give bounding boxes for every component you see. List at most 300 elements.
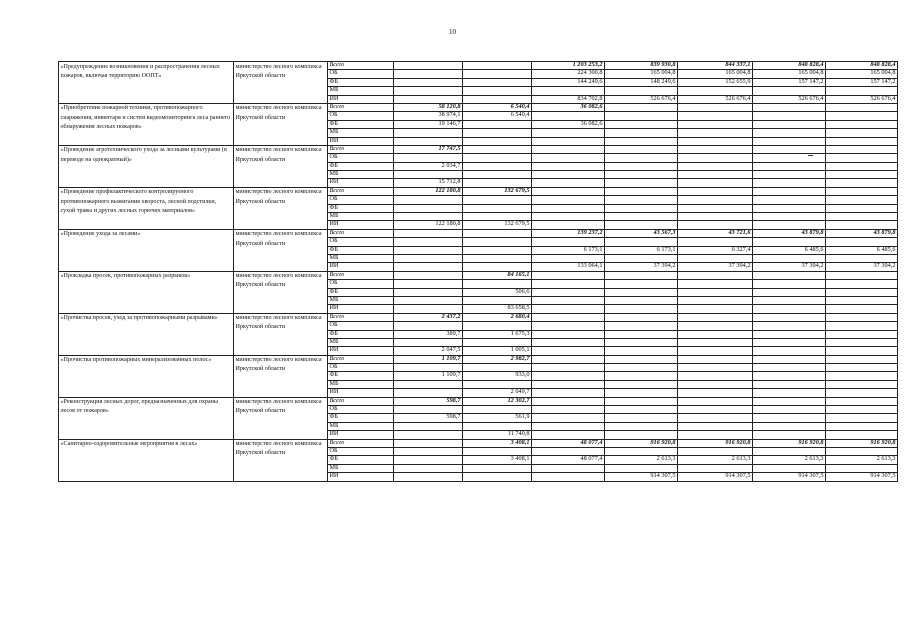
table-row xyxy=(59,103,898,111)
amount-cell xyxy=(463,162,532,170)
amount-cell xyxy=(678,322,753,330)
amount-cell xyxy=(463,380,532,388)
amount-cell: 152 655,9 xyxy=(678,78,753,86)
amount-cell: 144 249,6 xyxy=(532,78,605,86)
amount-cell xyxy=(394,137,463,145)
amount-cell: 36 082,6 xyxy=(532,103,605,111)
amount-cell: 2 437,2 xyxy=(394,313,463,321)
amount-cell: 165 004,8 xyxy=(605,70,678,78)
amount-cell xyxy=(605,213,678,221)
amount-cell xyxy=(678,154,753,162)
amount-cell: 2 982,7 xyxy=(463,355,532,363)
amount-cell xyxy=(463,213,532,221)
amount-cell xyxy=(463,62,532,70)
amount-cell xyxy=(678,414,753,422)
funding-source: МБ xyxy=(328,87,394,95)
funding-source: МБ xyxy=(328,380,394,388)
amount-cell: 2 613,3 xyxy=(753,456,826,464)
amount-cell xyxy=(532,464,605,472)
amount-cell: 3 408,1 xyxy=(463,456,532,464)
amount-cell xyxy=(826,129,898,137)
amount-cell xyxy=(678,380,753,388)
amount-cell xyxy=(532,380,605,388)
amount-cell xyxy=(678,129,753,137)
table-row xyxy=(59,62,898,70)
funding-source: МБ xyxy=(328,338,394,346)
executor-name: министерство лесного комплекса Иркутской области xyxy=(234,397,328,439)
amount-cell: 526 676,4 xyxy=(826,95,898,103)
measure-name: «Проведение ухода за лесами» xyxy=(59,229,234,271)
amount-cell xyxy=(826,254,898,262)
amount-cell xyxy=(532,87,605,95)
amount-cell xyxy=(753,271,826,279)
amount-cell xyxy=(826,431,898,439)
amount-cell xyxy=(463,447,532,455)
amount-cell xyxy=(605,305,678,313)
funding-source: МБ xyxy=(328,213,394,221)
amount-cell: 48 077,4 xyxy=(532,456,605,464)
amount-cell xyxy=(605,129,678,137)
amount-cell: 506,6 xyxy=(463,288,532,296)
amount-cell xyxy=(394,129,463,137)
measure-name: «Приобретение пожарной техники, противопожарного снаряжения, инвентаря и систем видеомониторинга леса раннего обнаружения лесных пожаров» xyxy=(59,103,234,145)
amount-cell xyxy=(678,347,753,355)
funding-source: ИИ xyxy=(328,347,394,355)
table-row xyxy=(59,271,898,279)
amount-cell xyxy=(753,372,826,380)
measure-name: «Прокладка просек, противопожарных разрывов» xyxy=(59,271,234,313)
amount-cell xyxy=(532,322,605,330)
amount-cell xyxy=(753,464,826,472)
amount-cell xyxy=(826,145,898,153)
amount-cell xyxy=(394,464,463,472)
amount-cell: 834 702,8 xyxy=(532,95,605,103)
amount-cell xyxy=(605,313,678,321)
amount-cell: 914 307,5 xyxy=(605,473,678,481)
amount-cell xyxy=(605,288,678,296)
amount-cell xyxy=(753,414,826,422)
amount-cell: 6 485,6 xyxy=(753,246,826,254)
amount-cell xyxy=(826,187,898,195)
amount-cell xyxy=(463,70,532,78)
amount-cell xyxy=(532,313,605,321)
amount-cell xyxy=(394,70,463,78)
funding-source: ОБ xyxy=(328,280,394,288)
amount-cell xyxy=(678,397,753,405)
amount-cell xyxy=(826,305,898,313)
table-row xyxy=(59,397,898,405)
funding-source: ОБ xyxy=(328,154,394,162)
amount-cell: 19 146,7 xyxy=(394,120,463,128)
amount-cell xyxy=(678,254,753,262)
amount-cell xyxy=(826,171,898,179)
amount-cell xyxy=(605,271,678,279)
amount-cell xyxy=(394,305,463,313)
amount-cell: 389,7 xyxy=(394,330,463,338)
amount-cell xyxy=(826,355,898,363)
amount-cell xyxy=(678,271,753,279)
amount-cell xyxy=(826,422,898,430)
executor-name: министерство лесного комплекса Иркутской области xyxy=(234,62,328,104)
amount-cell xyxy=(532,179,605,187)
amount-cell xyxy=(753,447,826,455)
funding-source: ФБ xyxy=(328,414,394,422)
amount-cell xyxy=(532,330,605,338)
amount-cell xyxy=(463,196,532,204)
amount-cell: 1 675,3 xyxy=(463,330,532,338)
amount-cell xyxy=(463,137,532,145)
amount-cell xyxy=(605,120,678,128)
amount-cell xyxy=(532,238,605,246)
amount-cell xyxy=(826,372,898,380)
amount-cell xyxy=(678,305,753,313)
amount-cell xyxy=(394,431,463,439)
amount-cell: 1 005,1 xyxy=(463,347,532,355)
funding-source: Всего xyxy=(328,187,394,195)
amount-cell: 133 064,1 xyxy=(532,263,605,271)
amount-cell xyxy=(826,296,898,304)
amount-cell xyxy=(532,397,605,405)
amount-cell xyxy=(394,271,463,279)
amount-cell xyxy=(605,447,678,455)
amount-cell xyxy=(532,196,605,204)
amount-cell xyxy=(605,389,678,397)
amount-cell: 38 974,1 xyxy=(394,112,463,120)
amount-cell: 2 034,7 xyxy=(394,162,463,170)
amount-cell xyxy=(826,87,898,95)
amount-cell: 933,0 xyxy=(463,372,532,380)
amount-cell: 36 082,6 xyxy=(532,120,605,128)
measure-name: «Прочистка просек, уход за противопожарными разрывами» xyxy=(59,313,234,355)
amount-cell xyxy=(826,221,898,229)
amount-cell xyxy=(532,355,605,363)
funding-source: ОБ xyxy=(328,112,394,120)
amount-cell xyxy=(678,355,753,363)
amount-cell xyxy=(826,313,898,321)
funding-source: ФБ xyxy=(328,330,394,338)
amount-cell xyxy=(605,221,678,229)
amount-cell xyxy=(678,112,753,120)
amount-cell xyxy=(826,322,898,330)
amount-cell xyxy=(394,238,463,246)
funding-source: ОБ xyxy=(328,447,394,455)
amount-cell xyxy=(394,78,463,86)
amount-cell xyxy=(394,338,463,346)
table-row xyxy=(59,355,898,363)
funding-source: ОБ xyxy=(328,406,394,414)
amount-cell: 43 567,3 xyxy=(605,229,678,237)
amount-cell: 148 249,6 xyxy=(605,78,678,86)
funding-source: ИИ xyxy=(328,221,394,229)
amount-cell xyxy=(753,171,826,179)
amount-cell xyxy=(678,87,753,95)
amount-cell xyxy=(532,372,605,380)
funding-source: МБ xyxy=(328,171,394,179)
amount-cell xyxy=(678,364,753,372)
amount-cell xyxy=(753,347,826,355)
amount-cell xyxy=(532,280,605,288)
amount-cell: 6 540,4 xyxy=(463,103,532,111)
amount-cell xyxy=(753,355,826,363)
amount-cell xyxy=(678,213,753,221)
amount-cell: 2 047,5 xyxy=(394,347,463,355)
amount-cell xyxy=(753,322,826,330)
amount-cell xyxy=(678,422,753,430)
amount-cell xyxy=(532,204,605,212)
funding-source: Всего xyxy=(328,439,394,447)
amount-cell xyxy=(605,196,678,204)
amount-cell: 12 302,7 xyxy=(463,397,532,405)
amount-cell: 84 165,1 xyxy=(463,271,532,279)
amount-cell: 224 300,8 xyxy=(532,70,605,78)
amount-cell xyxy=(463,179,532,187)
amount-cell xyxy=(463,120,532,128)
amount-cell xyxy=(394,456,463,464)
amount-cell xyxy=(678,372,753,380)
amount-cell xyxy=(532,271,605,279)
amount-cell xyxy=(826,330,898,338)
amount-cell xyxy=(532,288,605,296)
amount-cell: 37 394,2 xyxy=(753,263,826,271)
amount-cell: 48 077,4 xyxy=(532,439,605,447)
amount-cell xyxy=(394,439,463,447)
amount-cell xyxy=(678,280,753,288)
amount-cell xyxy=(826,196,898,204)
amount-cell xyxy=(826,271,898,279)
amount-cell xyxy=(605,162,678,170)
amount-cell: 916 920,8 xyxy=(605,439,678,447)
amount-cell: 37 394,2 xyxy=(826,263,898,271)
amount-cell xyxy=(678,313,753,321)
amount-cell xyxy=(532,254,605,262)
amount-cell: 526 676,4 xyxy=(753,95,826,103)
amount-cell: 526 676,4 xyxy=(605,95,678,103)
amount-cell xyxy=(826,364,898,372)
amount-cell xyxy=(753,87,826,95)
amount-cell xyxy=(463,263,532,271)
amount-cell xyxy=(605,254,678,262)
amount-cell xyxy=(394,171,463,179)
measure-name: «Санитарно-оздоровительные мероприятия в лесах» xyxy=(59,439,234,481)
amount-cell: 43 879,8 xyxy=(753,229,826,237)
amount-cell xyxy=(826,464,898,472)
funding-source: ИИ xyxy=(328,473,394,481)
amount-cell xyxy=(678,137,753,145)
amount-cell xyxy=(826,103,898,111)
amount-cell xyxy=(463,171,532,179)
amount-cell: 122 180,8 xyxy=(394,221,463,229)
amount-cell xyxy=(753,196,826,204)
funding-source: ФБ xyxy=(328,204,394,212)
amount-cell xyxy=(463,280,532,288)
amount-cell: 598,7 xyxy=(394,397,463,405)
amount-cell xyxy=(394,95,463,103)
budget-table xyxy=(58,61,898,482)
amount-cell xyxy=(532,112,605,120)
amount-cell xyxy=(394,364,463,372)
amount-cell xyxy=(394,87,463,95)
amount-cell xyxy=(394,213,463,221)
amount-cell xyxy=(394,254,463,262)
amount-cell xyxy=(826,120,898,128)
amount-cell xyxy=(826,380,898,388)
funding-source: ОБ xyxy=(328,322,394,330)
amount-cell xyxy=(394,196,463,204)
amount-cell xyxy=(678,338,753,346)
amount-cell xyxy=(826,447,898,455)
funding-source: ОБ xyxy=(328,364,394,372)
funding-source: ОБ xyxy=(328,70,394,78)
amount-cell xyxy=(532,129,605,137)
amount-cell: 83 658,5 xyxy=(463,305,532,313)
amount-cell: 58 120,8 xyxy=(394,103,463,111)
funding-source: ФБ xyxy=(328,78,394,86)
amount-cell xyxy=(394,62,463,70)
amount-cell xyxy=(826,213,898,221)
amount-cell: 165 004,8 xyxy=(678,70,753,78)
amount-cell xyxy=(678,221,753,229)
amount-cell xyxy=(532,414,605,422)
amount-cell xyxy=(753,431,826,439)
amount-cell xyxy=(605,414,678,422)
amount-cell xyxy=(753,397,826,405)
amount-cell: 6 327,4 xyxy=(678,246,753,254)
measure-name: «Проведение профилактического контролируемого противопожарного выжигания хвороста, лесной подстилки, сухой травы и других лесных горючих материалов» xyxy=(59,187,234,229)
amount-cell xyxy=(753,305,826,313)
amount-cell xyxy=(532,187,605,195)
amount-cell xyxy=(753,221,826,229)
amount-cell: 2 049,7 xyxy=(463,389,532,397)
amount-cell xyxy=(753,313,826,321)
amount-cell xyxy=(826,406,898,414)
amount-cell xyxy=(826,204,898,212)
measure-name: «Реконструкция лесных дорог, предназначенных для охраны лесов от пожаров» xyxy=(59,397,234,439)
amount-cell xyxy=(463,338,532,346)
amount-cell: 839 930,8 xyxy=(605,62,678,70)
funding-source: МБ xyxy=(328,422,394,430)
executor-name: министерство лесного комплекса Иркутской области xyxy=(234,229,328,271)
table-row xyxy=(59,229,898,237)
amount-cell: 561,9 xyxy=(463,414,532,422)
amount-cell xyxy=(753,296,826,304)
amount-cell xyxy=(753,103,826,111)
amount-cell: 17 747,5 xyxy=(394,145,463,153)
amount-cell xyxy=(753,254,826,262)
amount-cell xyxy=(605,179,678,187)
amount-cell: 157 147,2 xyxy=(753,78,826,86)
amount-cell xyxy=(753,162,826,170)
amount-cell: 122 180,8 xyxy=(394,187,463,195)
amount-cell xyxy=(678,103,753,111)
table-row xyxy=(59,187,898,195)
amount-cell xyxy=(605,145,678,153)
amount-cell: 6 173,1 xyxy=(605,246,678,254)
amount-cell xyxy=(605,112,678,120)
funding-source: ИИ xyxy=(328,431,394,439)
amount-cell xyxy=(753,238,826,246)
amount-cell xyxy=(394,473,463,481)
amount-cell xyxy=(605,330,678,338)
amount-cell xyxy=(753,154,826,162)
amount-cell: 157 147,2 xyxy=(826,78,898,86)
amount-cell xyxy=(678,431,753,439)
amount-cell: 526 676,4 xyxy=(678,95,753,103)
funding-source: Всего xyxy=(328,271,394,279)
amount-cell xyxy=(605,103,678,111)
amount-cell xyxy=(532,338,605,346)
amount-cell xyxy=(605,322,678,330)
amount-cell xyxy=(753,288,826,296)
amount-cell xyxy=(463,154,532,162)
amount-cell: 132 679,5 xyxy=(463,187,532,195)
amount-cell xyxy=(463,204,532,212)
amount-cell xyxy=(394,263,463,271)
amount-cell: 6 540,4 xyxy=(463,112,532,120)
amount-cell xyxy=(753,330,826,338)
amount-cell xyxy=(463,246,532,254)
amount-cell xyxy=(678,330,753,338)
funding-source: Всего xyxy=(328,355,394,363)
amount-cell xyxy=(678,162,753,170)
amount-cell xyxy=(532,305,605,313)
amount-cell xyxy=(394,246,463,254)
amount-cell xyxy=(678,464,753,472)
executor-name: министерство лесного комплекса Иркутской области xyxy=(234,145,328,187)
amount-cell xyxy=(826,397,898,405)
amount-cell xyxy=(463,78,532,86)
amount-cell xyxy=(463,229,532,237)
funding-source: ФБ xyxy=(328,162,394,170)
amount-cell xyxy=(753,187,826,195)
amount-cell xyxy=(605,364,678,372)
amount-cell xyxy=(753,280,826,288)
amount-cell xyxy=(532,406,605,414)
amount-cell xyxy=(605,338,678,346)
amount-cell xyxy=(826,238,898,246)
amount-cell: 848 828,4 xyxy=(753,62,826,70)
amount-cell: 139 237,2 xyxy=(532,229,605,237)
funding-source: Всего xyxy=(328,145,394,153)
amount-cell: 914 307,5 xyxy=(753,473,826,481)
amount-cell xyxy=(678,406,753,414)
amount-cell xyxy=(532,389,605,397)
funding-source: ИИ xyxy=(328,137,394,145)
amount-cell xyxy=(463,95,532,103)
funding-source: ОБ xyxy=(328,238,394,246)
amount-cell: 43 879,8 xyxy=(826,229,898,237)
funding-source: МБ xyxy=(328,296,394,304)
amount-cell: 1 109,7 xyxy=(394,355,463,363)
amount-cell xyxy=(826,347,898,355)
amount-cell xyxy=(532,473,605,481)
amount-cell xyxy=(394,447,463,455)
amount-cell xyxy=(605,154,678,162)
amount-cell: 37 394,2 xyxy=(678,263,753,271)
amount-cell: 2 613,3 xyxy=(678,456,753,464)
amount-cell: 6 485,6 xyxy=(826,246,898,254)
amount-cell: 132 679,5 xyxy=(463,221,532,229)
amount-cell xyxy=(532,296,605,304)
amount-cell: 916 920,8 xyxy=(678,439,753,447)
amount-cell xyxy=(532,145,605,153)
amount-cell: 914 307,5 xyxy=(678,473,753,481)
amount-cell xyxy=(463,473,532,481)
executor-name: министерство лесного комплекса Иркутской области xyxy=(234,271,328,313)
amount-cell xyxy=(394,389,463,397)
amount-cell: 914 307,5 xyxy=(826,473,898,481)
amount-cell: 15 712,8 xyxy=(394,179,463,187)
amount-cell xyxy=(605,464,678,472)
